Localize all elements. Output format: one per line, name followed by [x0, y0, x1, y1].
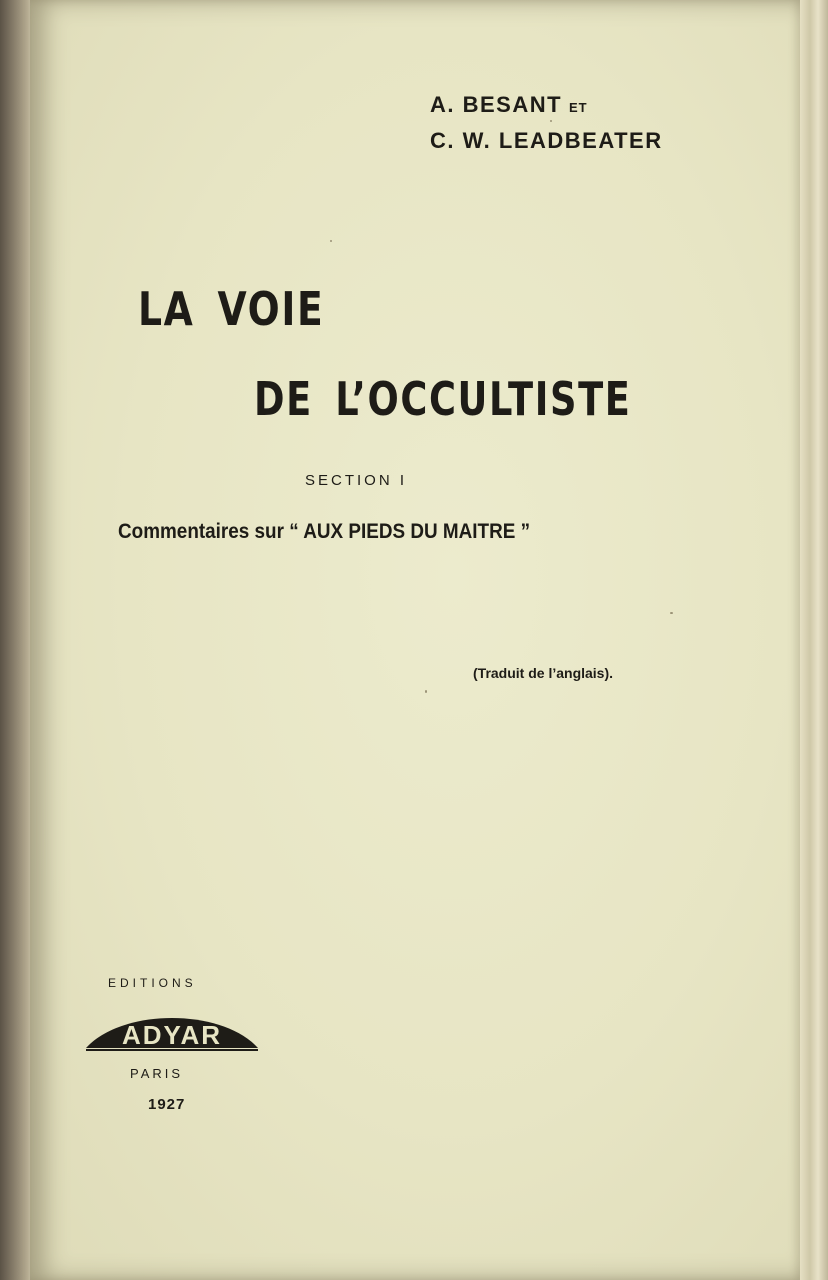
author-conjunction: ET	[569, 100, 588, 115]
paper-speck	[330, 240, 332, 242]
author-leadbeater: C. W. LEADBEATER	[430, 128, 663, 153]
paper-speck	[425, 690, 427, 693]
adyar-logo	[82, 1000, 262, 1056]
publisher-editions-label: EDITIONS	[108, 976, 197, 990]
publisher-city: PARIS	[130, 1066, 184, 1081]
paper-speck	[550, 120, 552, 122]
author-besant: A. BESANT	[430, 92, 563, 117]
section-label: SECTION I	[305, 472, 408, 489]
title-page	[30, 0, 800, 1280]
publication-year: 1927	[148, 1096, 186, 1113]
paper-speck	[670, 612, 673, 614]
book-subtitle: Commentaires sur “ AUX PIEDS DU MAITRE ”	[118, 520, 531, 543]
logo-wordmark: ADYAR	[121, 1020, 223, 1050]
book-title-line2: DE L’OCCULTISTE	[254, 372, 632, 426]
translation-note: (Traduit de l’anglais).	[473, 665, 614, 681]
book-title-line1: LA VOIE	[138, 282, 325, 336]
